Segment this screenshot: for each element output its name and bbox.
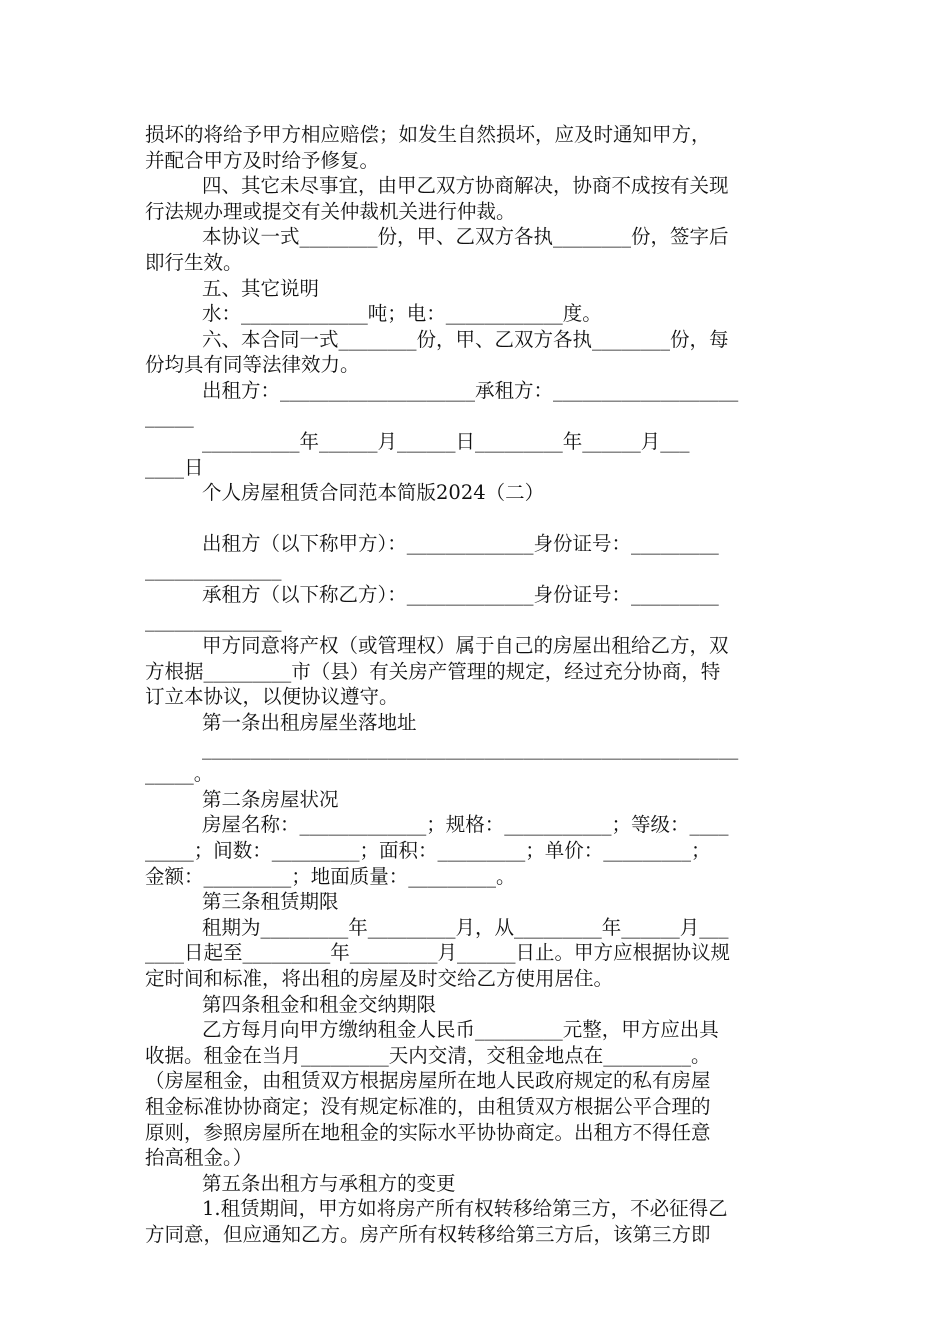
text-line: ______________	[145, 557, 282, 581]
text-line: 第一条出租房屋坐落地址	[202, 711, 417, 735]
text-line: 抬高租金。）	[145, 1146, 253, 1170]
text-line: _______________________________________________________	[202, 736, 739, 760]
text-line: 金额：_________；地面质量：_________。	[145, 864, 516, 888]
text-line: 第四条租金和租金交纳期限	[202, 992, 437, 1016]
text-line: 四、其它未尽事宜，由甲乙双方协商解决，协商不成按有关现	[202, 174, 729, 198]
text-line: __________年______月______日_________年______月___	[202, 430, 690, 454]
text-line: 六、本合同一式________份，甲、乙双方各执________份，每	[202, 327, 729, 351]
text-line: ____日	[145, 455, 204, 479]
text-line: 承租方（以下称乙方）：_____________身份证号：_________	[202, 583, 719, 607]
text-line: 第五条出租方与承租方的变更	[202, 1171, 456, 1195]
text-line: _____；间数：_________；面积：_________；单价：_________；	[145, 839, 711, 863]
text-line: 即行生效。	[145, 250, 243, 274]
text-line: 1.租赁期间，甲方如将房产所有权转移给第三方，不必征得乙	[202, 1197, 728, 1221]
text-line: ______________	[145, 608, 282, 632]
text-line: 房屋名称：_____________；规格：___________；等级：____	[202, 813, 729, 837]
text-line: 第二条房屋状况	[202, 787, 339, 811]
text-line: 并配合甲方及时给予修复。	[145, 148, 380, 172]
text-line: 订立本协议，以便协议遵守。	[145, 685, 399, 709]
text-line: 出租方：____________________承租方：___________________	[202, 378, 739, 402]
text-line: _____。	[145, 762, 214, 786]
text-line: _____	[145, 404, 194, 428]
text-line: 行法规办理或提交有关仲裁机关进行仲裁。	[145, 199, 516, 223]
text-line: 出租方（以下称甲方）：_____________身份证号：_________	[202, 531, 719, 555]
text-line: 收据。租金在当月_________天内交清，交租金地点在_________。	[145, 1043, 711, 1067]
text-line: （房屋租金，由租赁双方根据房屋所在地人民政府规定的私有房屋	[145, 1069, 711, 1093]
text-line: 方根据_________市（县）有关房产管理的规定，经过充分协商，特	[145, 659, 721, 683]
text-line	[145, 506, 807, 531]
text-line: 定时间和标准，将出租的房屋及时交给乙方使用居住。	[145, 967, 614, 990]
document-body	[145, 122, 807, 1248]
text-line: 份均具有同等法律效力。	[145, 353, 360, 377]
text-line: 个人房屋租赁合同范本简版2024（二）	[202, 481, 545, 505]
text-line: 第三条租赁期限	[202, 890, 339, 914]
text-line: ____日起至_________年_________月______日止。甲方应根据协议规	[145, 941, 731, 965]
text-line: 原则，参照房屋所在地租金的实际水平协协商定。出租方不得任意	[145, 1120, 711, 1144]
text-line: 租期为_________年_________月，从_________年______月___	[202, 915, 729, 939]
text-line: 方同意，但应通知乙方。房产所有权转移给第三方后，该第三方即	[145, 1222, 711, 1246]
text-line: 水：_____________吨；电：____________度。	[202, 302, 602, 326]
text-line: 乙方每月向甲方缴纳租金人民币_________元整，甲方应出具	[202, 1018, 719, 1042]
text-line: 五、其它说明	[202, 276, 320, 300]
text-line: 损坏的将给予甲方相应赔偿；如发生自然损坏，应及时通知甲方，	[145, 123, 711, 146]
text-line: 本协议一式________份，甲、乙双方各执________份，签字后	[202, 225, 729, 249]
text-line: 租金标准协协商定；没有规定标准的，由租赁双方根据公平合理的	[145, 1094, 711, 1118]
text-line: 甲方同意将产权（或管理权）属于自己的房屋出租给乙方，双	[202, 634, 729, 658]
